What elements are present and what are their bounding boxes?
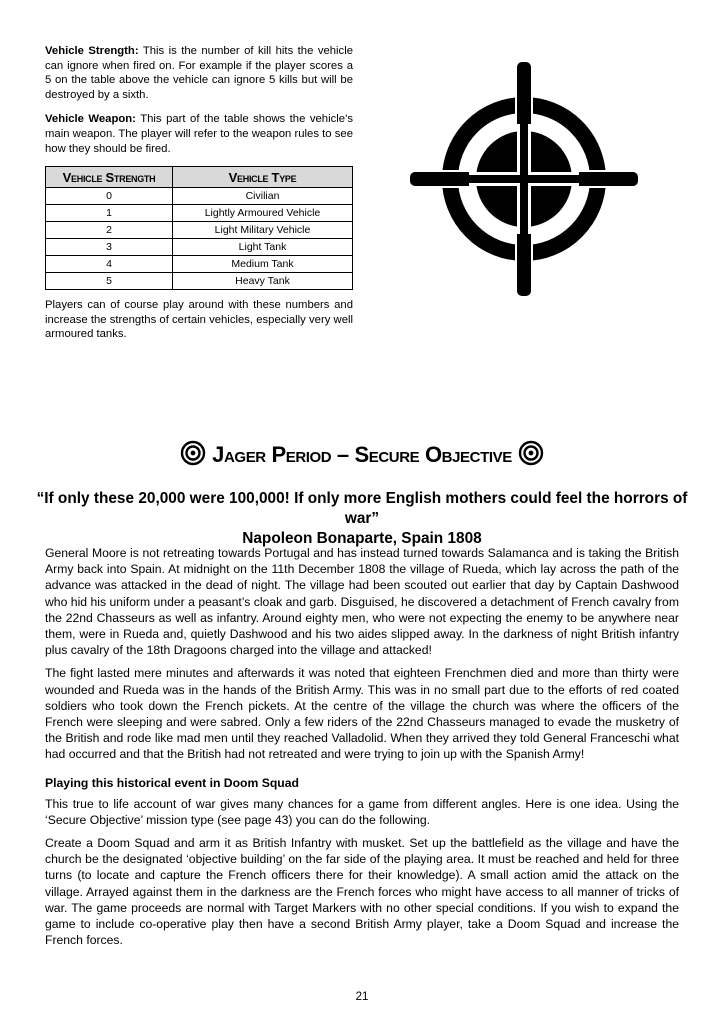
header-vehicle-strength: Vehicle Strength: [46, 167, 173, 188]
page-number: 21: [355, 991, 369, 1003]
strength-cell: 3: [46, 239, 173, 256]
vehicle-strength-paragraph: [45, 44, 353, 102]
article-body: [45, 545, 679, 955]
type-cell: Civilian: [173, 188, 353, 205]
section-title-text: Jager Period – Secure Objective: [212, 442, 512, 467]
section-title: [0, 440, 724, 468]
header-vehicle-type: Vehicle Type: [173, 167, 353, 188]
body-paragraph: The fight lasted mere minutes and afterwards it was noted that eighteen Frenchmen died and more than thirty were wounded and Rueda was in the hands of the British Army. This was in no small part due to the efforts of red coated soldiers who took down the French pickets. At the centre of the village the church was where the officers of the French were sleeping and were sabred. Only a few riders of the 22nd Chasseurs managed to evade the musketry of the British and rode like mad men until they reached Valladolid. When they arrived they told General Franceschi what had occurred and that the British had not retreated and were trying to join up with the Spanish Army!: [45, 666, 679, 762]
table-row: [46, 256, 353, 273]
type-cell: Lightly Armoured Vehicle: [173, 205, 353, 222]
table-row: [46, 239, 353, 256]
strength-cell: 5: [46, 273, 173, 290]
vehicle-table: [45, 166, 353, 290]
type-cell: Light Tank: [173, 239, 353, 256]
subheading: Playing this historical event in Doom Squad: [45, 775, 299, 790]
vehicle-table-header-row: [46, 167, 353, 188]
type-cell: Heavy Tank: [173, 273, 353, 290]
table-row: [46, 188, 353, 205]
crosshair-target-icon: [408, 60, 640, 298]
type-cell: Light Military Vehicle: [173, 222, 353, 239]
vehicle-rules-column: [45, 44, 353, 352]
strength-cell: 4: [46, 256, 173, 273]
quote-attribution: Napoleon Bonaparte, Spain 1808: [242, 530, 482, 547]
table-row: [46, 273, 353, 290]
table-row: [46, 205, 353, 222]
body-paragraph: This true to life account of war gives many chances for a game from different angles. Here is one idea. Using the ‘Secure Objective’ mission type (see page 43) you can do the following.: [45, 796, 679, 827]
strength-cell: 2: [46, 222, 173, 239]
vehicle-weapon-paragraph: [45, 112, 353, 156]
napoleon-quote: [30, 489, 694, 549]
concentric-circle-target-icon: [518, 440, 544, 466]
body-paragraph: Create a Doom Squad and arm it as British Infantry with musket. Set up the battlefield as the village and have the church be the designated ‘objective building’ on the far side of the playing area. It must be reached and held for three turns (to locate and capture the French officers there for their knowledge). A small action amid the attack on the village. Arrayed against them in the darkness are the French forces who might have access to all manner of tricks of war. The game proceeds are normal with Target Markers with no other special conditions. If you wish to expand the game to include co-operative play then have a second British Army player, take a Doom Squad and increase the French forces.: [45, 836, 679, 948]
strength-cell: 1: [46, 205, 173, 222]
table-row: [46, 222, 353, 239]
strength-cell: 0: [46, 188, 173, 205]
vehicle-strength-text: This is the number of kill hits the vehicle can ignore when fired on. For example if the player scores a 5 on the table above the vehicle can ignore 5 kills but will be destroyed by a sixth.: [45, 45, 353, 101]
body-paragraph: General Moore is not retreating towards Portugal and has instead turned towards Salamanca and is taking the British Army back into Spain. At midnight on the 11th December 1808 the village of Rueda, which lay across the path of the advance was attacked in the dead of night. The village had been scouted out earlier that day by Captain Dashwood who hid his uniform under a peasant’s cloak and garb. Disguised, he discovered a detachment of French cavalry from the 22nd Chasseurs as well as infantry. Around eighty men, who were not expecting the enemy to be anywhere near them, were in Rueda and, quietly Dashwood and his two aides slipped away. In the darkness of night British infantry plus cavalry of the 18th Dragoons charged into the village and attacked!: [45, 546, 679, 658]
vehicle-weapon-text: This part of the table shows the vehicle’s main weapon. The player will refer to the weapon rules to see how they should be fired.: [45, 113, 353, 155]
vehicle-strength-label: Vehicle Strength:: [45, 45, 139, 57]
quote-text: “If only these 20,000 were 100,000! If only more English mothers could feel the horrors of war”: [36, 490, 688, 527]
type-cell: Medium Tank: [173, 256, 353, 273]
vehicle-weapon-label: Vehicle Weapon:: [45, 113, 136, 126]
vehicle-closing-paragraph: Players can of course play around with these numbers and increase the strengths of certain vehicles, especially very well armoured tanks.: [45, 299, 353, 341]
concentric-circle-target-icon: [180, 440, 206, 466]
